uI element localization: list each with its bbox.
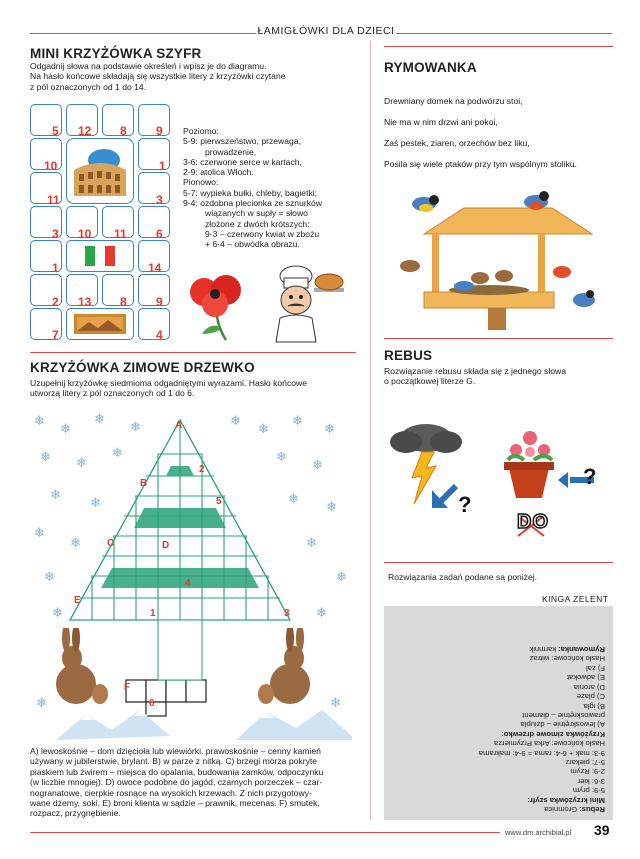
- grid-number: 9: [156, 124, 163, 138]
- tree-number-4: 4: [185, 578, 191, 589]
- grid-number: 4: [156, 328, 163, 342]
- grid-number: 11: [114, 227, 127, 241]
- grid-number: 12: [78, 124, 92, 138]
- tree-number-3: 3: [284, 608, 290, 619]
- header-rule-right: [396, 33, 612, 34]
- baker-icon: [268, 262, 348, 344]
- snowflake-icon: ❄: [306, 535, 317, 550]
- snowflake-icon: ❄: [130, 419, 141, 434]
- tree-letter-A: A: [175, 420, 183, 431]
- grid-number: 7: [52, 328, 59, 342]
- rebus-question-mark-2: ?: [583, 464, 597, 489]
- grid-cell[interactable]: [138, 308, 170, 340]
- colosseum-icon: [70, 146, 130, 198]
- mini-crossword-clues: Poziomo: 5-9: pierwszeństwo, przewaga, prowadzenie, 3-6: czerwone serce w kartach, 2-9: atolica Włoch. Pionowo: 5-7: wypieka bułki, chleby, bagietki; 9-4: ozdobna plecionka ze sznurków wiązanych w supły = słowo złożone z dwóch krótszych: 9-3 – czerwony kwiat w zbożu + 6-4 – obwódka obrazu.: [183, 126, 323, 250]
- tree-top-rule: [30, 352, 356, 353]
- footer-rule: [30, 832, 500, 833]
- mini-crossword-grid: [30, 104, 170, 342]
- grid-number: 3: [156, 193, 163, 207]
- grid-cell[interactable]: [138, 274, 170, 306]
- grid-cell[interactable]: [138, 206, 170, 238]
- grid-number: 1: [159, 159, 166, 173]
- tree-number-5: 5: [216, 496, 222, 507]
- tree-letter-E: E: [74, 595, 81, 606]
- snowflake-icon: ❄: [330, 695, 341, 710]
- snowflake-icon: ❄: [230, 413, 241, 428]
- grid-number: 5: [52, 124, 59, 138]
- grid-number: 3: [52, 227, 59, 241]
- snowflake-icon: ❄: [94, 411, 105, 426]
- snowflake-icon: ❄: [312, 457, 323, 472]
- hare-icon: [252, 628, 332, 708]
- snowflake-icon: ❄: [70, 535, 81, 550]
- rebus-question-mark-1: ?: [458, 492, 472, 517]
- solutions-note: Rozwiązania zadań podane są poniżej.: [388, 572, 538, 582]
- snowflake-icon: ❄: [40, 449, 51, 464]
- grid-number: 13: [78, 295, 92, 309]
- author: KINGA ZELENT: [542, 594, 609, 604]
- header-rule-left: [30, 33, 256, 34]
- snowflake-icon: ❄: [76, 455, 87, 470]
- snowflake-icon: ❄: [44, 569, 55, 584]
- italy-flag-icon: [85, 246, 115, 266]
- snowflake-icon: ❄: [90, 495, 101, 510]
- snowflake-icon: ❄: [258, 421, 269, 436]
- grid-cell[interactable]: [138, 172, 170, 204]
- snowflake-icon: ❄: [34, 525, 45, 540]
- snowflake-icon: ❄: [276, 449, 287, 464]
- mini-crossword-intro: Odgadnij słowa na podstawie określeń i wpisz je do diagramu. Na hasło końcowe składają się wszystkie litery z krzyżówki czytane z pól oznaczonych od 1 do 14.: [30, 61, 286, 92]
- grid-number: 1: [52, 261, 59, 275]
- grid-number: 9: [156, 295, 163, 309]
- rhyme-text: Drewniany domek na podwórzu stoi, Nie ma w nim drzwi ani pokoi, Zaś pestek, ziaren, orzechów bez liku, Posila się wiele ptaków przy tym wspólnym stoliku.: [384, 96, 577, 169]
- rebus-title: REBUS: [384, 348, 433, 363]
- page-number: 39: [594, 822, 610, 838]
- bird-feeder-icon: [384, 182, 612, 332]
- snowflake-icon: ❄: [336, 569, 347, 584]
- snowflake-icon: ❄: [34, 413, 45, 428]
- tree-letter-F: F: [124, 682, 131, 693]
- snowy-mountains-icon: [56, 706, 352, 742]
- snowflake-icon: ❄: [326, 499, 337, 514]
- grid-number: 6: [156, 227, 163, 241]
- tree-letter-D: D: [162, 540, 170, 551]
- tree-crossword-intro: Uzupełnij krzyżówkę siedmioma odgadniętymi wyrazami. Hasło końcowe utworzą litery z pól oznaczonych od 1 do 6.: [30, 378, 308, 399]
- grid-number: 11: [47, 193, 60, 207]
- grid-cell[interactable]: [138, 104, 170, 136]
- poppy-flower-icon: [186, 270, 246, 342]
- hare-icon: [40, 628, 120, 708]
- snowflake-icon: ❄: [50, 487, 61, 502]
- mini-crossword-title: MINI KRZYŻÓWKA SZYFR: [30, 46, 202, 61]
- solutions-box: [384, 606, 613, 820]
- column-divider: [370, 40, 371, 820]
- rhyme-top-rule: [384, 46, 613, 47]
- grid-number: 2: [52, 295, 59, 309]
- rhyme-title: RYMOWANKA: [384, 60, 477, 75]
- grid-number: 10: [78, 227, 92, 241]
- tree-number-1: 1: [150, 608, 156, 619]
- rhyme-bottom-rule: [384, 338, 613, 339]
- tree-number-2: 2: [199, 464, 205, 475]
- grid-cell[interactable]: [102, 104, 134, 136]
- grid-number: 14: [148, 261, 162, 275]
- snowflake-icon: ❄: [52, 605, 63, 620]
- grid-number: 10: [44, 159, 58, 173]
- snowflake-icon: ❄: [292, 413, 303, 428]
- tree-number-6: 6: [149, 698, 155, 709]
- rebus-crossed-text: DO: [517, 511, 549, 533]
- snowflake-icon: ❄: [316, 605, 327, 620]
- grid-number: 8: [120, 124, 127, 138]
- tree-letter-C: C: [107, 538, 115, 549]
- tree-letter-B: B: [140, 478, 148, 489]
- snowflake-icon: ❄: [60, 421, 71, 436]
- rebus-intro: Rozwiązanie rebusu składa się z jednego słowa o początkowej literze G.: [384, 366, 567, 387]
- footer-url: www.dm.archibial.pl: [505, 828, 572, 837]
- tree-crossword-title: KRZYŻÓWKA ZIMOWE DRZEWKO: [30, 360, 255, 375]
- grid-number: 8: [120, 295, 127, 309]
- solutions-upside-down: Rebus: Gromnica Mini krzyżówka szyfr: 5-9: prym 3-6: kier 2-9: Rzym 5-7: piekarz 9-3: mak + 6-4: rama = 9-4: makrama Hasło końcowe: Arka Przymierza Krzyżówka zimowe drzewko: A) lewoskrętnie – dziupla prawoskrętnie – diament B) igła C) plaże D) aronia E) adwokat F) żal Hasło końcowe: witraż Rymowanka: karmnik: [478, 645, 605, 814]
- rebus-image: [384, 408, 614, 538]
- framed-painting-icon: [74, 314, 126, 334]
- snowflake-icon: ❄: [112, 445, 123, 460]
- tree-crossword-clues: A) lewoskośnie – dom dzięcioła lub wiewiórki. prawoskośnie – cenny kamień używany w jubilerstwie, brylant. B) w parze z nitką. C) brzegi morza pokryte piaskiem lub żwirem – miejsca do opalania, budowania zamków, odpoczynku (w liczbie mnogiej). D) owoce podobne do jagód, czarnych porzeczek – czar- nogranatowe, cierpkie rosnące na wysokich krzewach. Z nich przygotowy- wane dżemy, soki. E) broni klienta w sądzie – prawnik, mecenas. F) smutek, rozpacz, przygnębienie.: [30, 746, 324, 819]
- rebus-bottom-rule: [384, 562, 613, 563]
- snowflake-icon: ❄: [36, 695, 47, 710]
- header-title: ŁAMIGŁÓWKI DLA DZIECI: [257, 25, 395, 37]
- grid-cell[interactable]: [102, 274, 134, 306]
- snowflake-icon: ❄: [324, 421, 335, 436]
- snowflake-icon: ❄: [288, 491, 299, 506]
